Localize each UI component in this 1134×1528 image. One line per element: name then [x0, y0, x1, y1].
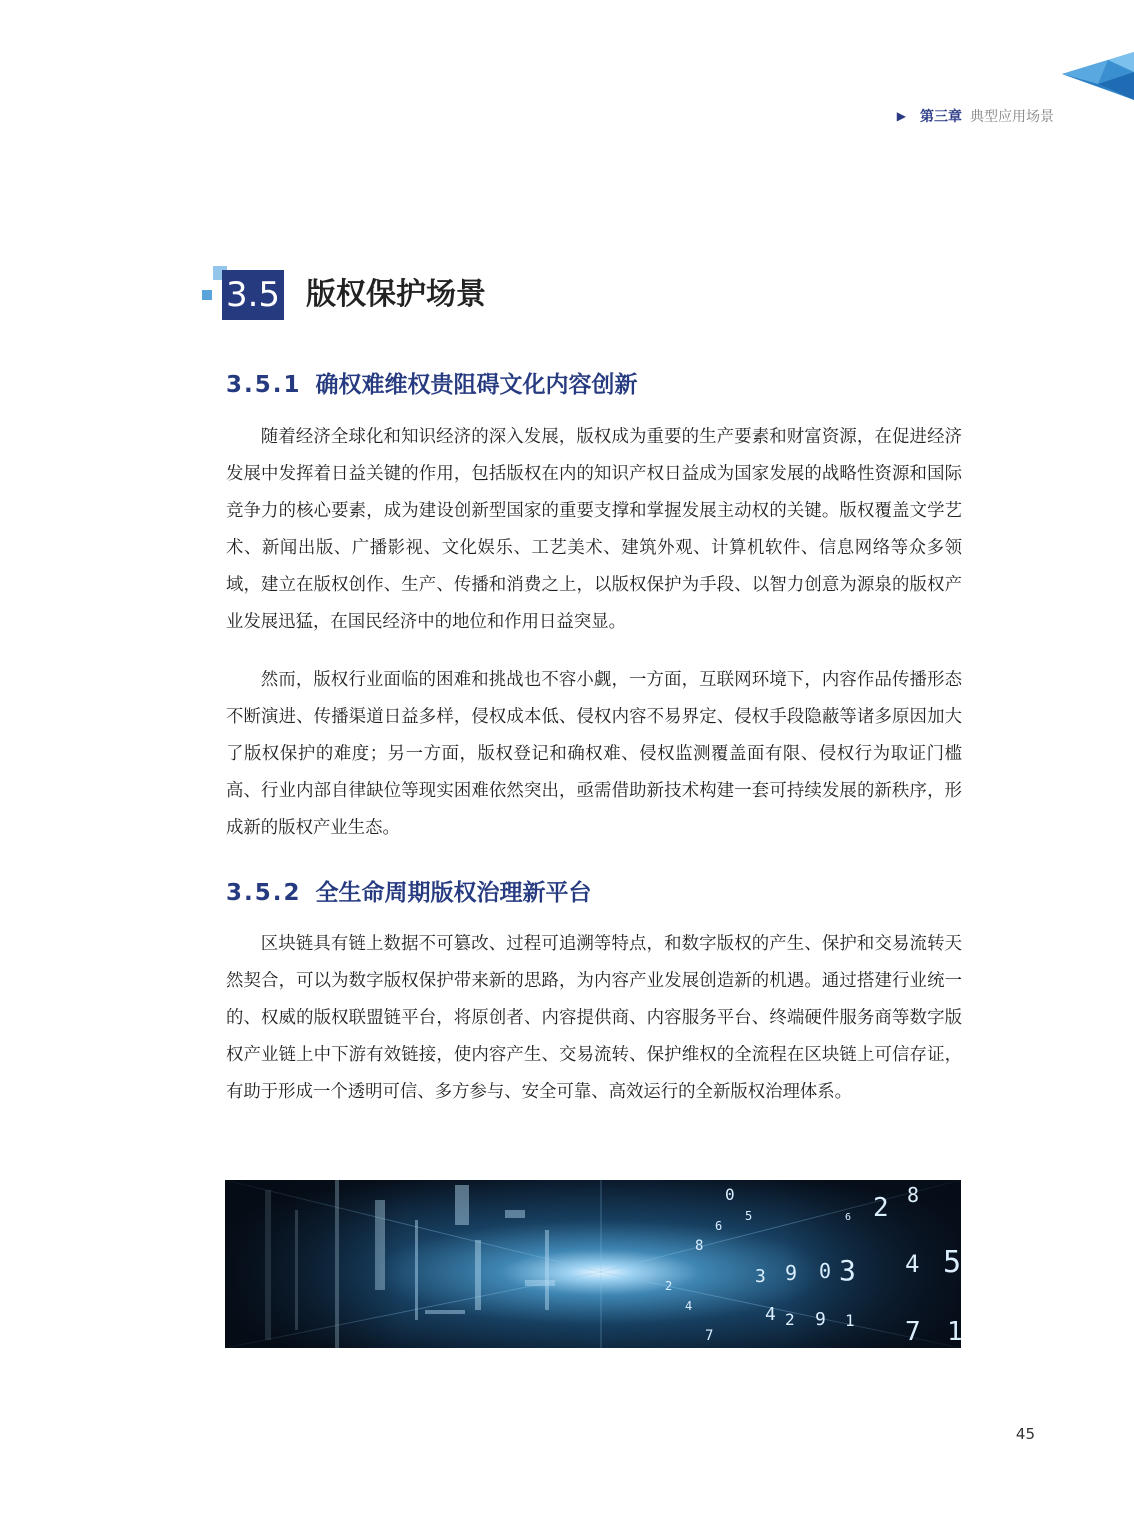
photo-digit: 2	[665, 1279, 673, 1293]
decor-square-small	[202, 290, 212, 300]
photo-digit: 0	[819, 1259, 832, 1283]
chapter-number: 第三章	[920, 109, 962, 125]
subsection-heading-2	[226, 874, 592, 907]
photo-digit: 4	[905, 1250, 920, 1278]
corner-triangle-decoration	[1058, 50, 1134, 102]
photo-digit: 2	[873, 1193, 889, 1223]
subsection-number: 3.5.2	[226, 880, 302, 906]
photo-digit: 8	[907, 1183, 920, 1207]
section-number: 3.5	[222, 270, 284, 320]
paragraph: 随着经济全球化和知识经济的深入发展，版权成为重要的生产要素和财富资源，在促进经济发展中发挥着日益关键的作用，包括版权在内的知识产权日益成为国家发展的战略性资源和国际竞争力的核心要素，成为建设创新型国家的重要支撑和掌握发展主动权的关键。版权覆盖文学艺术、新闻出版、广播影视、文化娱乐、工艺美术、建筑外观、计算机软件、信息网络等众多领域，建立在版权创作、生产、传播和消费之上，以版权保护为手段、以智力创意为源泉的版权产业发展迅猛，在国民经济中的地位和作用日益突显。	[226, 427, 962, 632]
digital-data-tunnel-image	[225, 1180, 961, 1348]
photo-digit: 3	[839, 1254, 856, 1287]
photo-digit: 6	[715, 1219, 723, 1233]
photo-digit: 7	[705, 1328, 714, 1344]
photo-digit: 4	[765, 1304, 776, 1325]
photo-digit: 0	[725, 1185, 735, 1204]
photo-digit: 9	[785, 1261, 798, 1285]
photo-digit: 5	[943, 1245, 962, 1280]
photo-digit: 4	[685, 1299, 693, 1313]
photo-digit: 1	[947, 1317, 963, 1347]
chapter-title: 典型应用场景	[970, 109, 1054, 125]
photo-digit: 9	[815, 1309, 826, 1330]
photo-digit: 2	[785, 1310, 795, 1329]
photo-digit: 6	[845, 1212, 852, 1223]
subsection-title: 确权难维权贵阻碍文化内容创新	[315, 372, 638, 398]
subsection-heading-1	[226, 366, 638, 399]
page-number: 45	[1015, 1425, 1035, 1443]
section-title: 版权保护场景	[306, 277, 486, 312]
photo-digit: 1	[845, 1311, 855, 1330]
paragraph: 然而，版权行业面临的困难和挑战也不容小觑，一方面，互联网环境下，内容作品传播形态不断演进、传播渠道日益多样，侵权成本低、侵权内容不易界定、侵权手段隐蔽等诸多原因加大了版权保护的难度；另一方面，版权登记和确权难、侵权监测覆盖面有限、侵权行为取证门槛高、行业内部自律缺位等现实困难依然突出，亟需借助新技术构建一套可持续发展的新秩序，形成新的版权产业生态。	[226, 670, 962, 838]
photo-digit: 5	[745, 1209, 753, 1223]
photo-digit: 3	[755, 1266, 766, 1287]
triangle-right-icon: ▶	[896, 109, 906, 123]
paragraph: 区块链具有链上数据不可篡改、过程可追溯等特点，和数字版权的产生、保护和交易流转天然契合，可以为数字版权保护带来新的思路，为内容产业发展创造新的机遇。通过搭建行业统一的、权威的版权联盟链平台，将原创者、内容提供商、内容服务平台、终端硬件服务商等数字版权产业链上中下游有效链接，使内容产生、交易流转、保护维权的全流程在区块链上可信存证，有助于形成一个透明可信、多方参与、安全可靠、高效运行的全新版权治理体系。	[226, 934, 962, 1102]
photo-digit: 8	[695, 1238, 704, 1254]
subsection-number: 3.5.1	[226, 372, 302, 398]
photo-digit: 7	[905, 1317, 921, 1347]
chapter-header	[897, 106, 1054, 126]
subsection-title: 全生命周期版权治理新平台	[315, 880, 592, 906]
